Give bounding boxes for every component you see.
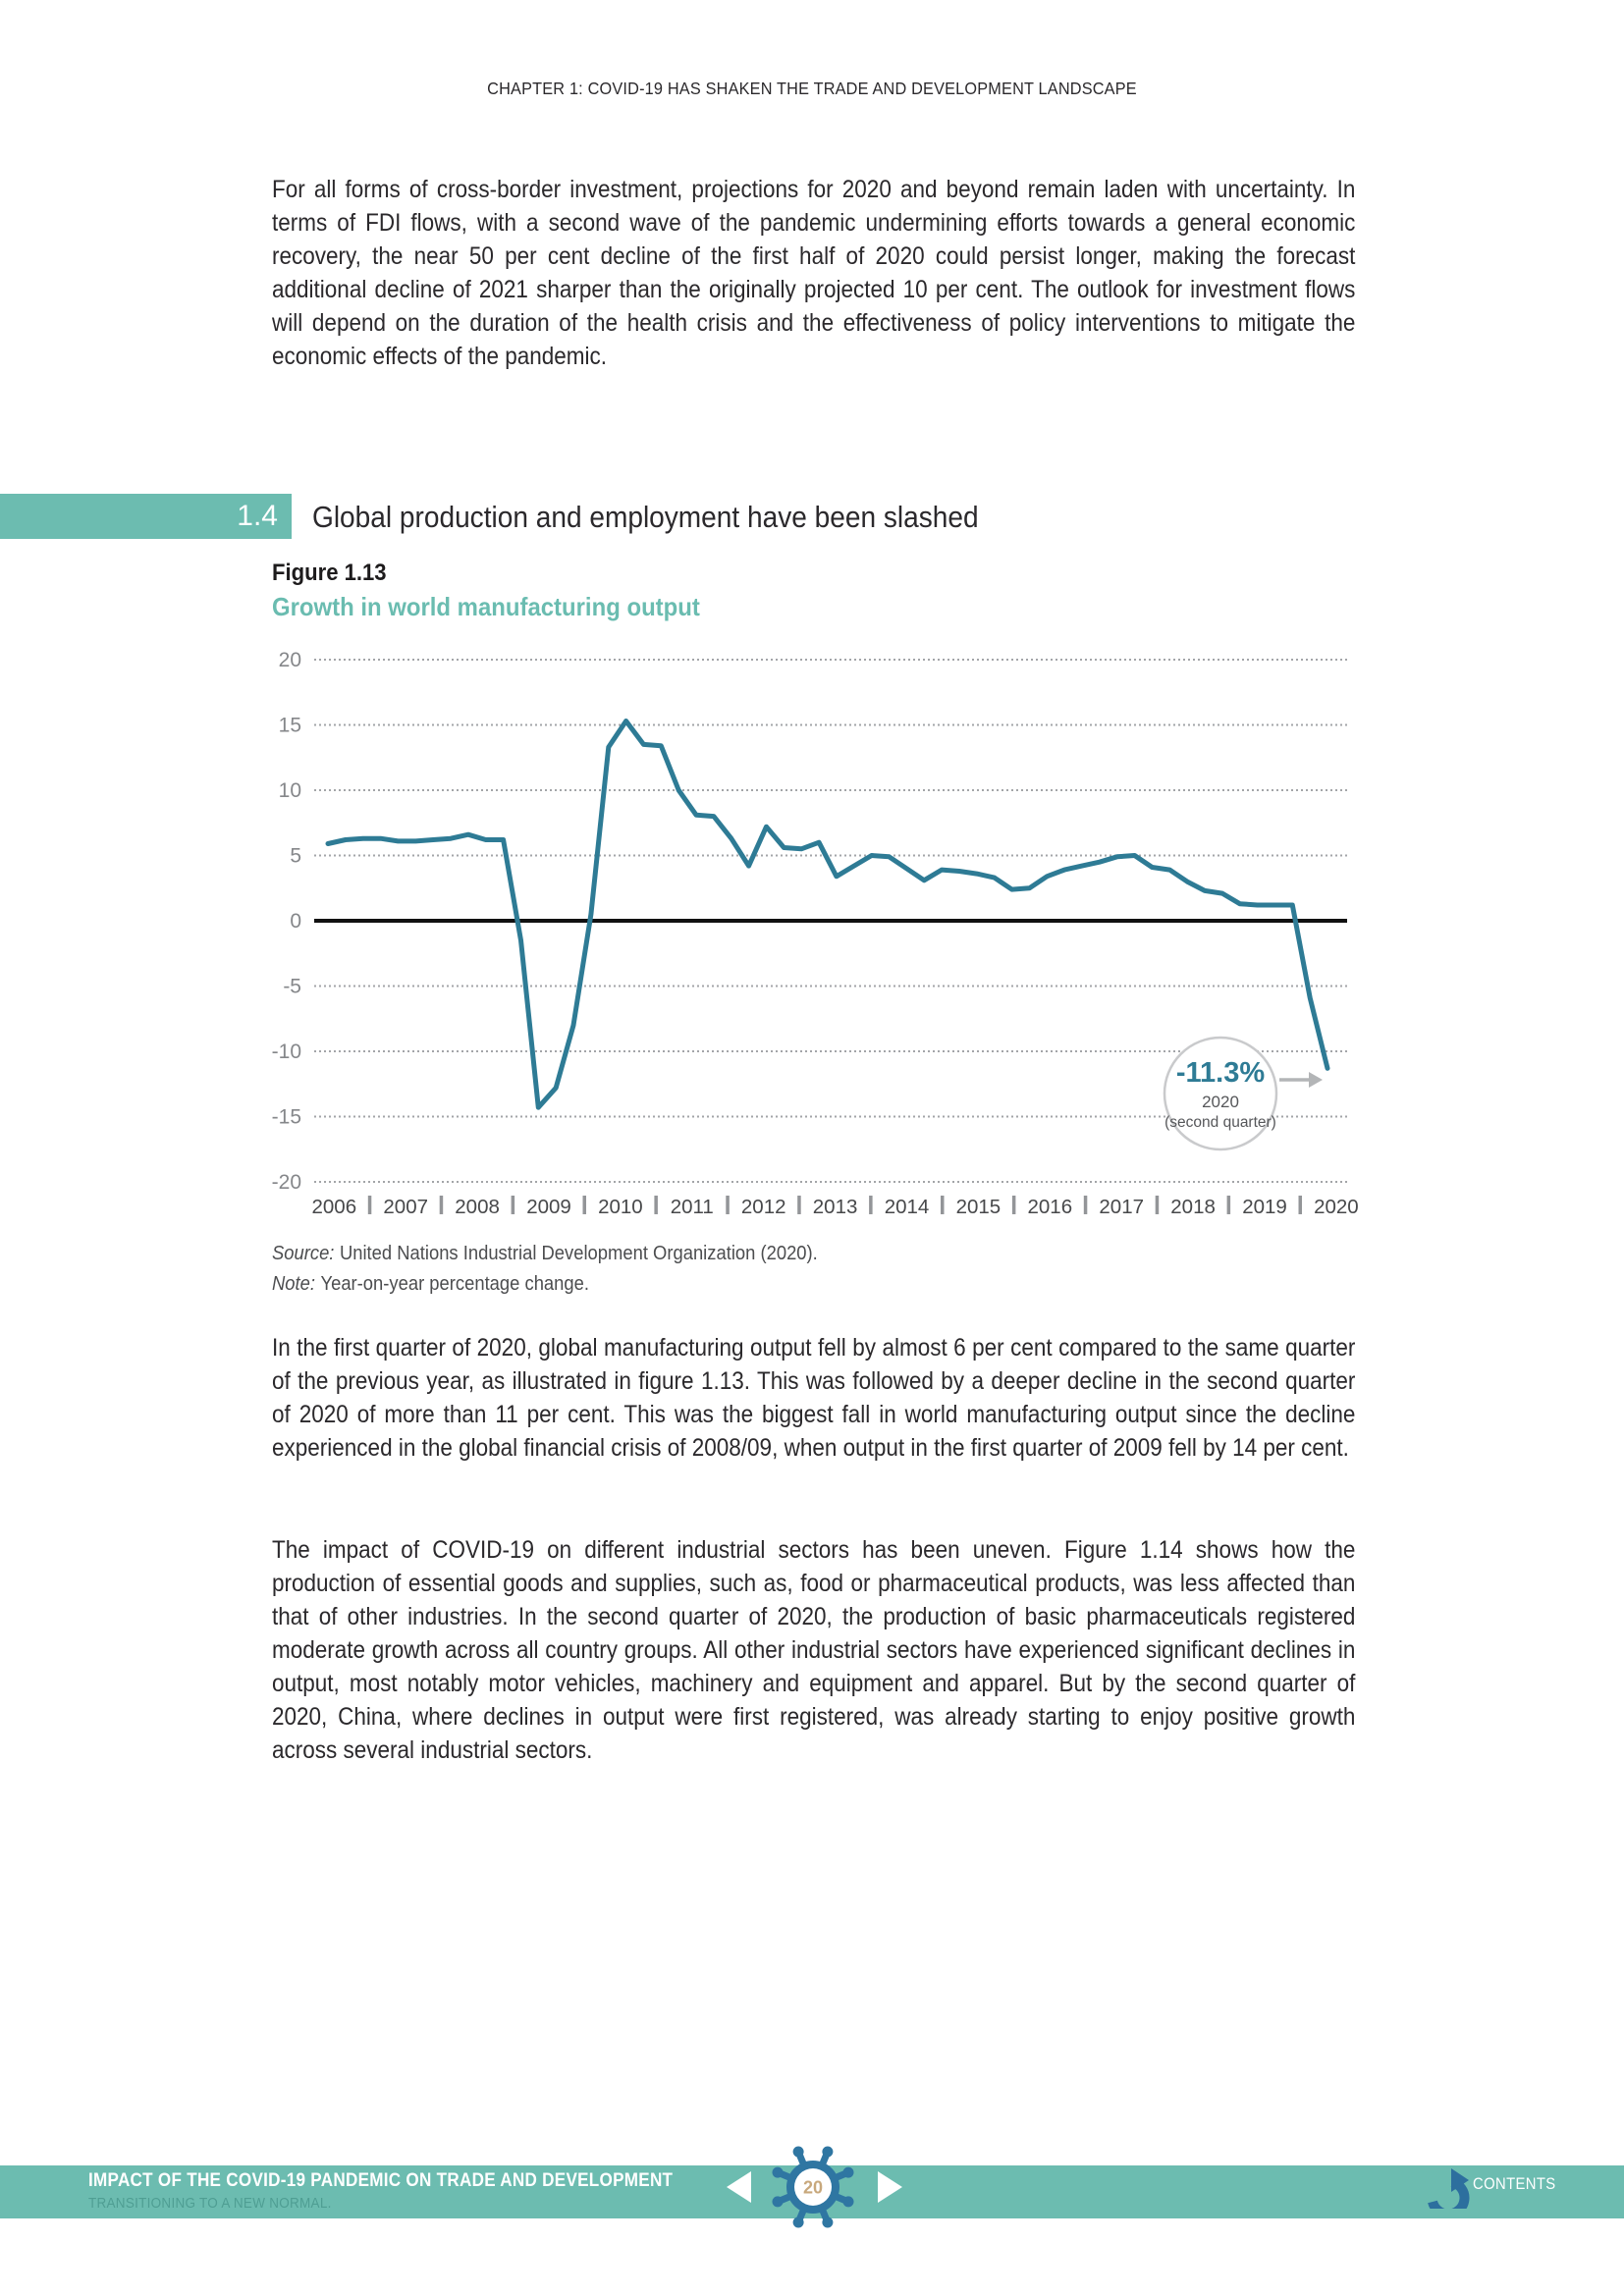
x-year-label-2020: 2020 (1314, 1196, 1359, 1218)
y-tick-label--15: -15 (271, 1105, 301, 1129)
y-tick-label--10: -10 (271, 1041, 301, 1063)
virus-spike-tip (793, 2147, 804, 2158)
year-separator (869, 1196, 873, 1214)
figure-source-note (272, 1239, 818, 1300)
y-tick-label--20: -20 (271, 1171, 301, 1194)
y-tick-label-5: 5 (290, 844, 301, 868)
y-tick-label-10: 10 (278, 779, 301, 802)
year-separator (368, 1196, 372, 1214)
previous-page-arrow-button[interactable] (727, 2171, 751, 2203)
source-label: Source: (272, 1243, 335, 1264)
note-line (272, 1269, 818, 1300)
annotation-quarter-label: (second quarter) (1164, 1114, 1276, 1131)
year-separator (512, 1196, 515, 1214)
body-paragraph-1: For all forms of cross-border investment, projections for 2020 and beyond remain laden with uncertainty. In terms of FDI flows, with a second wave of the pandemic undermining efforts towards a general economic recovery, the near 50 per cent decline of the first half of 2020 could persist longer, making the forecast additional decline of 2021 sharper than the originally projected 10 per cent. The outlook for investment flows will depend on the duration of the health crisis and the effectiveness of policy interventions to mitigate the economic effects of the pandemic. (272, 176, 1356, 370)
section-title: Global production and employment have been slashed (312, 501, 979, 534)
x-year-label-2006: 2006 (311, 1196, 357, 1218)
footer-report-title: IMPACT OF THE COVID-19 PANDEMIC ON TRADE AND DEVELOPMENT (88, 2170, 674, 2191)
year-separator (1012, 1196, 1016, 1214)
source-line (272, 1239, 818, 1269)
y-tick-label--5: -5 (283, 975, 301, 998)
year-separator (1299, 1196, 1303, 1214)
virus-spike-tip (773, 2167, 784, 2178)
contents-button[interactable] (1420, 2162, 1616, 2209)
x-year-label-2007: 2007 (383, 1196, 429, 1218)
contents-return-arrow-icon (1420, 2163, 1471, 2209)
virus-spike-tip (773, 2196, 784, 2207)
x-year-label-2009: 2009 (526, 1196, 571, 1218)
x-year-label-2008: 2008 (455, 1196, 500, 1218)
section-badge-bar (0, 494, 292, 539)
year-separator (1227, 1196, 1231, 1214)
annotation-year-label: 2020 (1202, 1093, 1239, 1111)
growth-line (328, 721, 1327, 1108)
y-tick-label-20: 20 (278, 649, 301, 671)
year-separator (440, 1196, 444, 1214)
source-text: United Nations Industrial Development Organization (2020). (339, 1243, 818, 1264)
figure-label: Figure 1.13 (272, 560, 387, 586)
virus-spike-tip (843, 2196, 854, 2207)
virus-spike-tip (843, 2167, 854, 2178)
x-year-label-2017: 2017 (1099, 1196, 1145, 1218)
chapter-header: CHAPTER 1: COVID-19 HAS SHAKEN THE TRADE AND DEVELOPMENT LANDSCAPE (487, 79, 1137, 98)
x-year-label-2019: 2019 (1242, 1196, 1287, 1218)
year-separator (654, 1196, 658, 1214)
virus-page-number-badge (767, 2141, 859, 2233)
annotation-arrow-head (1309, 1072, 1323, 1088)
x-year-label-2011: 2011 (670, 1196, 714, 1218)
year-separator (1084, 1196, 1088, 1214)
page-number: 20 (802, 2177, 824, 2198)
year-separator (941, 1196, 945, 1214)
year-separator (1156, 1196, 1160, 1214)
x-year-label-2014: 2014 (884, 1196, 930, 1218)
note-text: Year-on-year percentage change. (320, 1273, 589, 1295)
body-paragraph-3: The impact of COVID-19 on different industrial sectors has been uneven. Figure 1.14 shows how the production of essential goods and supplies, such as, food or pharmaceutical products, was less affected than that of other industries. In the second quarter of 2020, the production of basic pharmaceuticals registered moderate growth across all country groups. All other industrial sectors have experienced significant declines in output, most notably motor vehicles, machinery and equipment and apparel. But by the second quarter of 2020, China, where declines in output were first registered, was already starting to enjoy positive growth across several industrial sectors. (272, 1536, 1356, 1764)
y-tick-label-0: 0 (290, 910, 301, 933)
x-year-label-2013: 2013 (812, 1196, 858, 1218)
virus-spike-tip (793, 2217, 804, 2228)
contents-label: CONTENTS (1473, 2175, 1556, 2193)
note-label: Note: (272, 1273, 315, 1295)
section-number: 1.4 (237, 500, 278, 532)
virus-spike-tip (822, 2147, 833, 2158)
virus-spike-tip (822, 2217, 833, 2228)
body-paragraph-2: In the first quarter of 2020, global manufacturing output fell by almost 6 per cent compared to the same quarter of the previous year, as illustrated in figure 1.13. This was followed by a deeper decline in the second quarter of 2020 of more than 11 per cent. This was the biggest fall in world manufacturing output since the decline experienced in the global financial crisis of 2008/09, when output in the first quarter of 2009 fell by 14 per cent. (272, 1334, 1356, 1462)
x-year-label-2018: 2018 (1170, 1196, 1216, 1218)
year-separator (797, 1196, 801, 1214)
x-year-label-2010: 2010 (598, 1196, 643, 1218)
manufacturing-output-chart (250, 638, 1375, 1227)
year-separator (583, 1196, 587, 1214)
y-tick-label-15: 15 (278, 714, 301, 737)
figure-title: Growth in world manufacturing output (272, 592, 700, 621)
year-separator (726, 1196, 730, 1214)
x-year-label-2016: 2016 (1027, 1196, 1073, 1218)
annotation-value-label: -11.3% (1175, 1057, 1266, 1089)
next-page-arrow-button[interactable] (878, 2171, 902, 2203)
growth-line-chart-svg (250, 638, 1375, 1227)
x-year-label-2012: 2012 (740, 1196, 786, 1218)
footer-report-subtitle: TRANSITIONING TO A NEW NORMAL. (88, 2195, 332, 2212)
x-year-label-2015: 2015 (955, 1196, 1001, 1218)
